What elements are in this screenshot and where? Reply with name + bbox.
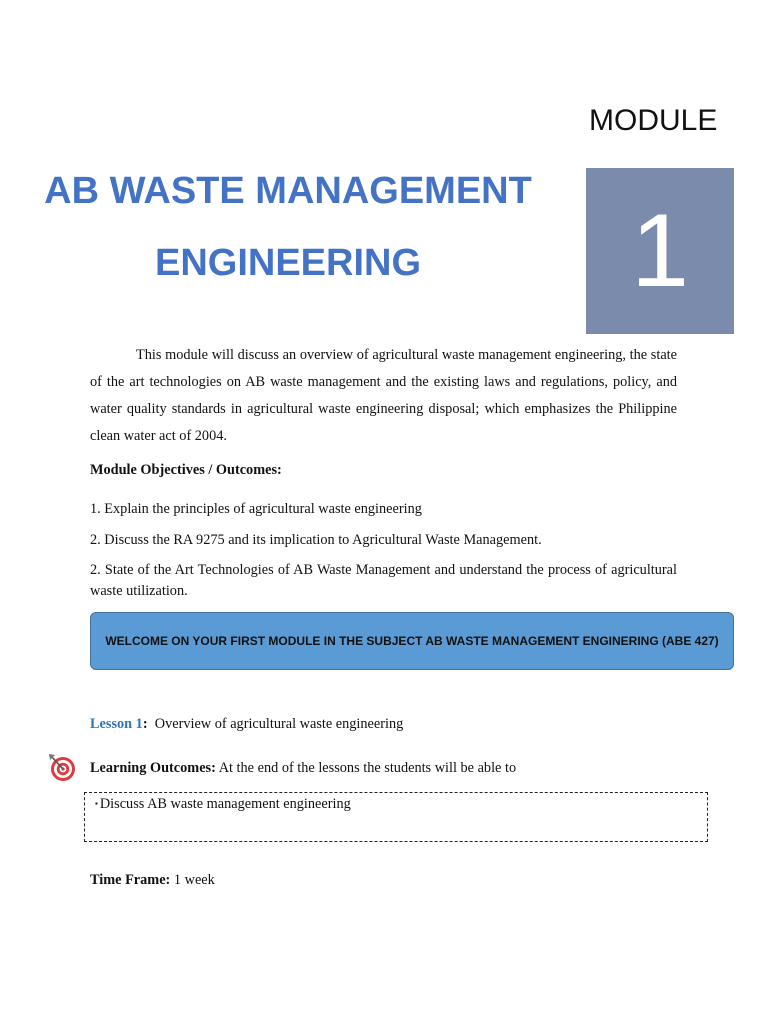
learning-outcomes (90, 760, 516, 777)
lesson-heading (90, 716, 403, 733)
square-bullet-icon: ▪ (95, 799, 98, 808)
learning-outcomes-text: At the end of the lessons the students will be able to (218, 760, 517, 776)
objective-item-2: 2. Discuss the RA 9275 and its implication to Agricultural Waste Management. (90, 532, 542, 548)
title-line-2: ENGINEERING (154, 242, 422, 284)
lesson-title: Overview of agricultural waste engineering (154, 716, 404, 732)
time-frame (90, 872, 215, 889)
time-frame-value: 1 week (173, 872, 215, 888)
outcomes-dashed-box (84, 792, 708, 842)
module-label: MODULE (589, 104, 718, 137)
lesson-colon: : (142, 716, 148, 732)
outcome-item-text: Discuss AB waste management engineering (99, 796, 351, 812)
title-line-1: AB WASTE MANAGEMENT (44, 170, 532, 212)
objective-item-3: 2. State of the Art Technologies of AB Waste Management and understand the process of agricultural waste utilization. (90, 562, 677, 599)
target-dart-icon (46, 751, 78, 783)
module-number-box: 1 (586, 168, 734, 334)
objective-item-1: 1. Explain the principles of agricultural waste engineering (90, 501, 422, 517)
time-frame-label: Time Frame: (90, 872, 171, 888)
lesson-tag: Lesson 1 (90, 716, 143, 732)
outcome-item (95, 796, 351, 813)
intro-paragraph: This module will discuss an overview of agricultural waste management engineering, the state of the art technologies on AB waste management and the existing laws and regulations, policy, and water quality standards in agricultural waste engineering disposal; which emphasizes the Philippine clean water act of 2004. (90, 347, 677, 444)
objectives-heading: Module Objectives / Outcomes: (90, 462, 282, 478)
welcome-banner: WELCOME ON YOUR FIRST MODULE IN THE SUBJECT AB WASTE MANAGEMENT ENGINERING (ABE 427) (90, 612, 734, 670)
learning-outcomes-label: Learning Outcomes: (90, 760, 216, 776)
